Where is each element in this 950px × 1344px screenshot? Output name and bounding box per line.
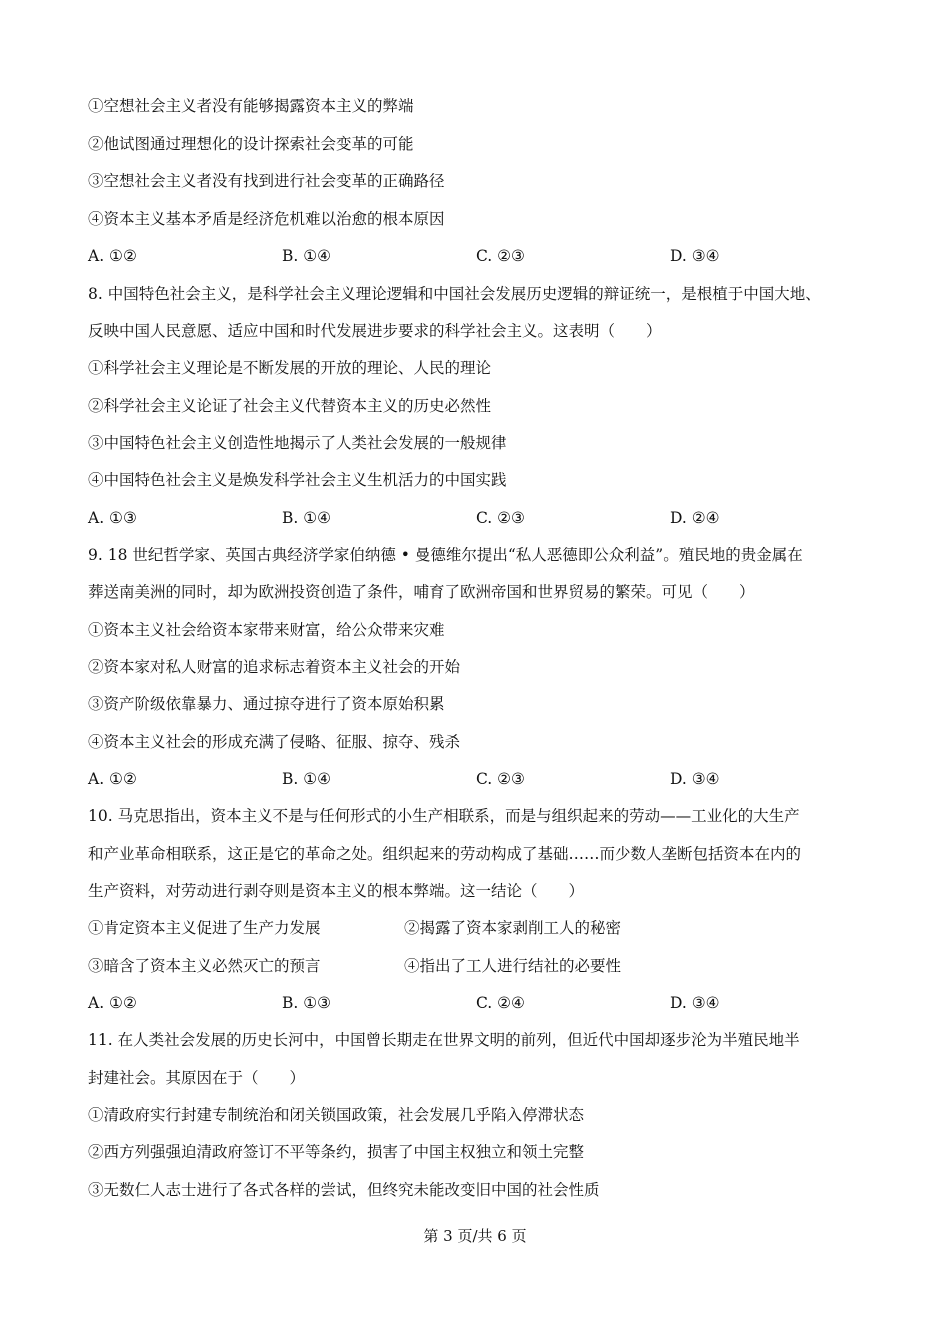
q10-option-c: C. ②④: [476, 994, 525, 1012]
q8-option-b: B. ①④: [282, 509, 332, 527]
q7-option-b: B. ①④: [282, 247, 332, 265]
q7-option-a: A. ①②: [88, 247, 137, 265]
q7-option-c: C. ②③: [476, 247, 525, 265]
q9-options: [88, 769, 888, 789]
q9-stem-line-2: 葬送南美洲的同时，却为欧洲投资创造了条件，哺育了欧洲帝国和世界贸易的繁荣。可见（ ）: [88, 583, 755, 601]
q11-statement-2: ②西方列强强迫清政府签订不平等条约，损害了中国主权独立和领土完整: [88, 1143, 585, 1161]
q10-statement-2: ②揭露了资本家剥削工人的秘密: [404, 919, 622, 937]
q8-option-d: D. ②④: [670, 509, 720, 527]
q8-option-a: A. ①③: [88, 509, 137, 527]
q10-stem-line-3: 生产资料，对劳动进行剥夺则是资本主义的根本弊端。这一结论（ ）: [88, 882, 585, 900]
q8-statement-1: ①科学社会主义理论是不断发展的开放的理论、人民的理论: [88, 359, 492, 377]
q11-stem-line-2: 封建社会。其原因在于（ ）: [88, 1069, 306, 1087]
q8-options: [88, 508, 888, 528]
q9-statement-4: ④资本主义社会的形成充满了侵略、征服、掠夺、残杀: [88, 733, 461, 751]
q8-statement-3: ③中国特色社会主义创造性地揭示了人类社会发展的一般规律: [88, 434, 507, 452]
q9-option-d: D. ③④: [670, 770, 720, 788]
q10-statement-row-1: [88, 918, 888, 938]
q7-options: [88, 246, 888, 266]
q10-option-d: D. ③④: [670, 994, 720, 1012]
q9-option-a: A. ①②: [88, 770, 137, 788]
q7-statement-2: ②他试图通过理想化的设计探索社会变革的可能: [88, 135, 414, 153]
q9-statement-3: ③资产阶级依靠暴力、通过掠夺进行了资本原始积累: [88, 695, 445, 713]
q8-option-c: C. ②③: [476, 509, 525, 527]
q9-option-b: B. ①④: [282, 770, 332, 788]
q10-statement-1: ①肯定资本主义促进了生产力发展: [88, 919, 321, 937]
q7-statement-4: ④资本主义基本矛盾是经济危机难以治愈的根本原因: [88, 210, 445, 228]
q9-option-c: C. ②③: [476, 770, 525, 788]
q9-statement-1: ①资本主义社会给资本家带来财富，给公众带来灾难: [88, 621, 445, 639]
q10-stem-line-2: 和产业革命相联系，这正是它的革命之处。组织起来的劳动构成了基础……而少数人垄断包括资本在内的: [88, 845, 802, 863]
q10-option-a: A. ①②: [88, 994, 137, 1012]
q11-statement-3: ③无数仁人志士进行了各式各样的尝试，但终究未能改变旧中国的社会性质: [88, 1181, 600, 1199]
q8-statement-4: ④中国特色社会主义是焕发科学社会主义生机活力的中国实践: [88, 471, 507, 489]
q11-statement-1: ①清政府实行封建专制统治和闭关锁国政策，社会发展几乎陷入停滞状态: [88, 1106, 585, 1124]
q7-statement-3: ③空想社会主义者没有找到进行社会变革的正确路径: [88, 172, 445, 190]
page-number: 第 3 页/共 6 页: [423, 1227, 527, 1245]
q8-statement-2: ②科学社会主义论证了社会主义代替资本主义的历史必然性: [88, 397, 492, 415]
q10-option-b: B. ①③: [282, 994, 332, 1012]
q10-statement-3: ③暗含了资本主义必然灭亡的预言: [88, 957, 321, 975]
q8-stem-line-2: 反映中国人民意愿、适应中国和时代发展进步要求的科学社会主义。这表明（ ）: [88, 322, 662, 340]
q10-stem-line-1: 10. 马克思指出，资本主义不是与任何形式的小生产相联系，而是与组织起来的劳动——工业化的大生产: [88, 807, 800, 825]
q10-statement-4: ④指出了工人进行结社的必要性: [404, 957, 622, 975]
q8-stem-line-1: 8. 中国特色社会主义，是科学社会主义理论逻辑和中国社会发展历史逻辑的辩证统一，是根植于中国大地、: [88, 285, 821, 303]
q9-statement-2: ②资本家对私人财富的追求标志着资本主义社会的开始: [88, 658, 461, 676]
q11-stem-line-1: 11. 在人类社会发展的历史长河中，中国曾长期走在世界文明的前列，但近代中国却逐步沦为半殖民地半: [88, 1031, 800, 1049]
q9-stem-line-1: 9. 18 世纪哲学家、英国古典经济学家伯纳德 • 曼德维尔提出“私人恶德即公众利益”。殖民地的贵金属在: [88, 546, 803, 564]
q10-options: [88, 993, 888, 1013]
q7-statement-1: ①空想社会主义者没有能够揭露资本主义的弊端: [88, 97, 414, 115]
q10-statement-row-2: [88, 956, 888, 976]
q7-option-d: D. ③④: [670, 247, 720, 265]
